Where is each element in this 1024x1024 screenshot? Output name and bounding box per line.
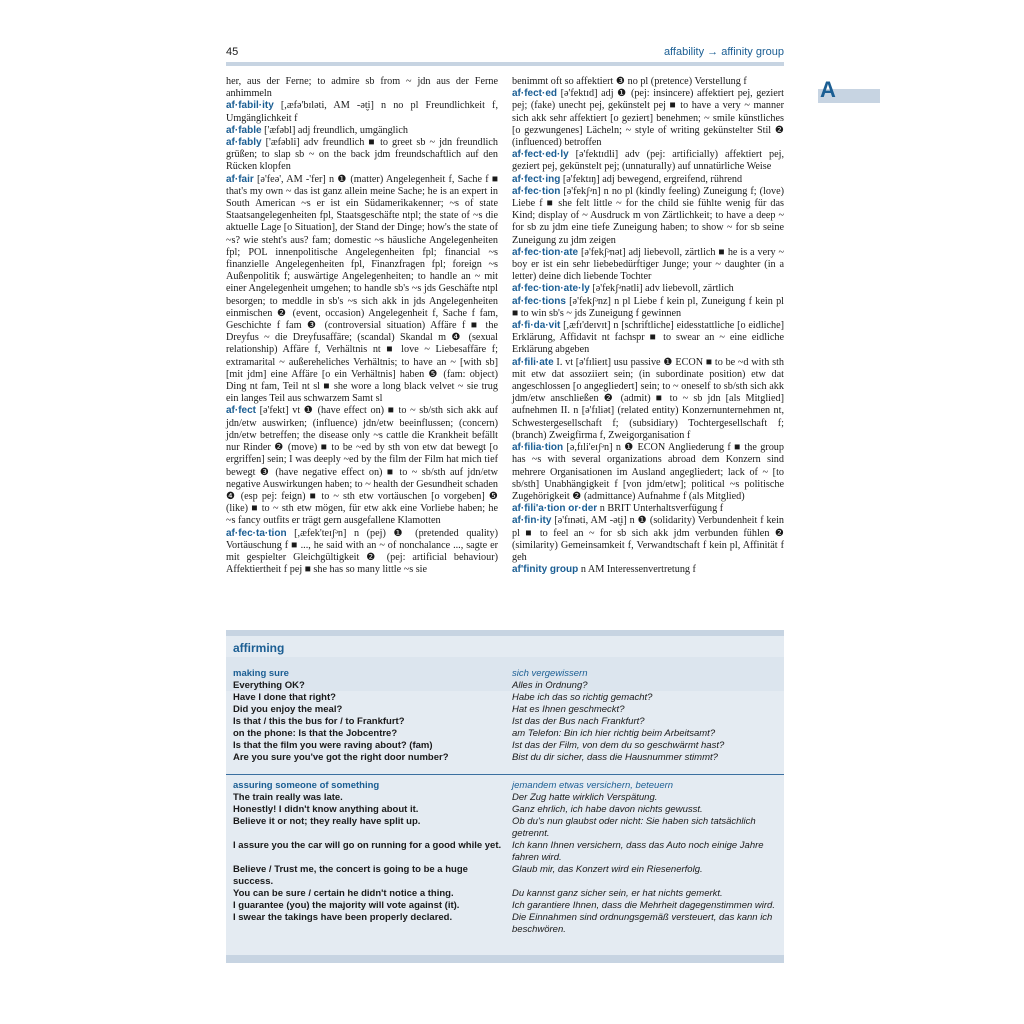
section-heading: [226, 780, 784, 792]
phrase-german: Ich kann Ihnen versichern, dass das Auto noch einige Jahre fahren wird.: [512, 840, 764, 863]
phrase-german: Ist das der Film, von dem du so geschwärmt hast?: [512, 740, 725, 751]
dictionary-entry: [512, 503, 784, 515]
headword: af·fable: [226, 124, 262, 136]
entry-definition: [,æfek'teɪʃᵊn] n (pej) ❶ (pretended quality) Vortäuschung f ■ ..., he said with an ~ of nonchalance ..., sagte er mit gespielter Gleichgültigkeit ❷ (pej: artificial behaviour) Affektiertheit f pej ■ she has so many little ~s sie: [226, 527, 498, 576]
dictionary-entry: [512, 247, 784, 284]
entry-definition: [ə'fektɪd] adj ❶ (pej: insincere) affektiert pej, geziert pej; (fake) unecht pej, gekünstelt pej ■ to have a very ~ manner sich akk sehr affektiert [o geziert] benehmen; ~ smile künstliches [o gezwungenes] Lächeln; ~ style of writing gekünstelter Stil ❷ (influenced) betroffen: [512, 88, 785, 149]
phrase-german: Ganz ehrlich, ich habe davon nichts gewusst.: [512, 804, 703, 815]
headword: af·fili'a·tion or·der: [512, 503, 598, 515]
phrase-english: Everything OK?: [233, 680, 305, 691]
headword: af·fect·ed·ly: [512, 149, 569, 161]
dictionary-entry: [512, 515, 784, 564]
box-title: affirming: [233, 641, 285, 655]
phrase-german: Ich garantiere Ihnen, dass die Mehrheit dagegenstimmen wird.: [512, 900, 775, 911]
phrase-row: [226, 792, 784, 804]
phrase-german: Ob du's nun glaubst oder nicht: Sie haben sich tatsächlich getrennt.: [512, 816, 756, 839]
phrase-row: [226, 752, 784, 764]
entry-list: [512, 88, 784, 576]
phrase-row: [226, 900, 784, 912]
phrase-english: on the phone: Is that the Jobcentre?: [233, 728, 398, 739]
phrase-english: Are you sure you've got the right door number?: [233, 752, 449, 763]
entry-definition: ['æfəbl] adj freundlich, umgänglich: [264, 124, 408, 136]
section-heading: [226, 668, 784, 680]
phrase-row: [226, 840, 784, 864]
entry-definition: ['æfəbli] adv freundlich ■ to greet sb ~ jdn freundlich grüßen; to slap sb ~ on the back jdm freundschaftlich auf den Rücken klopfen: [226, 137, 498, 173]
headword: af·fec·tion: [512, 185, 561, 197]
page-number: 45: [226, 46, 239, 58]
phrase-german: Ist das der Bus nach Frankfurt?: [512, 716, 645, 727]
phrase-english: Believe / Trust me, the concert is going to be a huge success.: [233, 864, 468, 887]
headword: af·fect·ing: [512, 173, 561, 185]
entry-definition: n BRIT Unterhaltsverfügung f: [599, 503, 724, 515]
section-heading-en: assuring someone of something: [233, 780, 380, 791]
carry-over-text: benimmt oft so affektiert ❸ no pl (pretence) Verstellung f: [512, 76, 747, 87]
phrase-row: [226, 740, 784, 752]
phrase-row: [226, 692, 784, 704]
entry-definition: [ə'fektɪŋ] adj bewegend, ergreifend, rührend: [562, 173, 743, 185]
phrase-row: [226, 816, 784, 840]
phrase-english: Is that the film you were raving about? (fam): [233, 740, 433, 751]
dictionary-entry: [512, 320, 784, 357]
phrase-german: Der Zug hatte wirklich Verspätung.: [512, 792, 658, 803]
thumb-index-letter: A: [820, 77, 836, 102]
dictionary-entry: [512, 174, 784, 186]
entry-definition: [ə'fektɪdli] adv (pej: artificially) affektiert pej, geziert pej, gekünstelt pej; (unnaturally) auf unnatürliche Weise: [512, 149, 784, 173]
phrase-row: [226, 716, 784, 728]
usage-box: [226, 630, 784, 963]
box-section: [226, 668, 784, 764]
dictionary-entry: [226, 100, 498, 124]
headword: af·fin·ity: [512, 515, 552, 527]
phrase-row: [226, 680, 784, 692]
dictionary-entry: [512, 149, 784, 173]
phrase-english: Have I done that right?: [233, 692, 336, 703]
left-column: [226, 76, 498, 576]
entry-definition: [ə'fekt] vt ❶ (have effect on) ■ to ~ sb/sth sich akk auf jdn/etw auswirken; (influence) jdn/etw beeinflussen; (concern) jdn/etw betreffen; the disease only ~s cattle die Krankheit befällt nur Rinder ❷ (move) ■ to be ~ed by sth von etw dat bewegt [o ergriffen] sein; I was deeply ~ed by the film der Film hat mich tief bewegt ❸ (have negative effect on) ■ to ~ sb/sth auf jdn/etw negative Auswirkungen haben; to ~ health der Gesundheit schaden ❹ (esp pej: feign) ■ to ~ sth etw vortäuschen [o vorgeben] ❺ (like) ■ to ~ sth etw mögen, für etw akk eine Vorliebe haben; he ~s fancy outfits er trägt gern ausgefallene Klamotten: [226, 405, 499, 527]
running-head: affability → affinity group: [663, 46, 784, 58]
headword: af·fec·tion·ate: [512, 246, 579, 258]
phrase-english: Honestly! I didn't know anything about it.: [233, 804, 419, 815]
dictionary-entry: [512, 186, 784, 247]
dictionary-entry: [226, 405, 498, 527]
entry-definition: [ə,fɪli'eɪʃᵊn] n ❶ ECON Angliederung f ■ the group has ~s with several organizations abroad dem Konzern sind mehrere Organisationen im Ausland angegliedert; lack of ~ [to sb/sth] Unabhängigkeit f [von jdm/etw]; political ~s politische Zugehörigkeit ❷ (admittance) Aufnahme f (als Mitglied): [512, 442, 784, 502]
carry-over-text: her, aus der Ferne; to admire sb from ~ jdn aus der Ferne anhimmeln: [226, 76, 498, 100]
box-bottom-band: [226, 955, 784, 963]
section-heading-de: jemandem etwas versichern, beteuern: [512, 780, 674, 791]
phrase-row: [226, 728, 784, 740]
phrase-german: Bist du dir sicher, dass die Hausnummer stimmt?: [512, 752, 718, 763]
section-divider: [226, 774, 784, 775]
dictionary-entry: [512, 564, 784, 576]
headword: af·fec·ta·tion: [226, 527, 287, 539]
dictionary-entry: [226, 528, 498, 577]
dictionary-entry: [226, 125, 498, 137]
box-section: [226, 780, 784, 936]
phrase-row: [226, 864, 784, 888]
right-column: [512, 76, 784, 576]
entry-definition: n AM Interessenvertretung f: [580, 564, 696, 576]
entry-definition: [,æfɪ'deɪvɪt] n [schriftliche] eidesstattliche [o eidliche] Erklärung, Affidavit nt fachspr ■ to swear an ~ eine eidliche Erklärung abgeben: [512, 320, 785, 356]
section-heading-de: sich vergewissern: [512, 668, 588, 679]
headword: af·fabil·ity: [226, 100, 274, 112]
entry-definition: [ə'fekʃᵊnətli] adv liebevoll, zärtlich: [592, 283, 734, 295]
entry-definition: [,æfə'bɪləti, AM -ət̬i] n no pl Freundlichkeit f, Umgänglichkeit f: [226, 100, 498, 124]
dictionary-entry: [512, 357, 784, 442]
headword: af·fair: [226, 173, 254, 185]
headword: af·fili·ate: [512, 356, 554, 368]
dictionary-entry: [226, 137, 498, 174]
phrase-english: I guarantee (you) the majority will vote against (it).: [233, 900, 460, 911]
phrase-english: Did you enjoy the meal?: [233, 704, 343, 715]
phrase-german: Glaub mir, das Konzert wird ein Riesenerfolg.: [512, 864, 703, 875]
headword: af'finity group: [512, 564, 579, 576]
phrase-row: [226, 888, 784, 900]
dictionary-entry: [512, 296, 784, 320]
phrase-english: The train really was late.: [233, 792, 343, 803]
phrase-english: You can be sure / certain he didn't notice a thing.: [233, 888, 454, 899]
phrase-german: Habe ich das so richtig gemacht?: [512, 692, 653, 703]
headword: af·fect·ed: [512, 88, 558, 100]
phrase-german: Alles in Ordnung?: [512, 680, 588, 691]
dictionary-entry: [512, 442, 784, 503]
headword: af·fect: [226, 405, 257, 417]
section-heading-en: making sure: [233, 668, 289, 679]
phrase-german: Die Einnahmen sind ordnungsgemäß versteuert, das kann ich beschwören.: [512, 912, 773, 935]
headword: af·fi·da·vit: [512, 320, 561, 332]
phrase-german: Du kannst ganz sicher sein, er hat nichts gemerkt.: [512, 888, 723, 899]
header-rule: [226, 62, 784, 66]
entry-definition: I. vt [ə'fɪlieɪt] usu passive ❶ ECON ■ to be ~d with sth mit etw dat assoziiert sein; (in subordinate position) etw dat angeschlossen [o angegliedert] sein; to ~ oneself to sb/sth sich akk jdm/etw anschließen ❷ (admit) ■ to ~ sb jdn [als Mitglied] aufnehmen II. n [ə'fɪliət] (related entity) Konzernunternehmen nt, Schwestergesellschaft f; (subsidiary) Tochtergesellschaft f; (branch) Zweigfirma f, Zweigorganisation f: [512, 356, 785, 441]
entry-list: [226, 100, 498, 576]
entry-definition: [ə'fekʃᵊn] n no pl (kindly feeling) Zuneigung f; (love) Liebe f ■ she felt little ~ for the child sie fühlte wenig für das Kind; display of ~ Ausdruck m von Zärtlichkeit; to have a deep ~ for sb zu jdm eine tiefe Zuneigung haben; to show ~ for sb seine Zuneigung zu jdm zeigen: [512, 185, 784, 246]
entry-definition: [ə'fekʃᵊnət] adj liebevoll, zärtlich ■ he is a very ~ boy er ist ein sehr liebebedürftiger Junge; your ~ daughter (in a letter) deine dich liebende Tochter: [512, 246, 784, 283]
entry-definition: [ə'fɪnəti, AM -ət̬i] n ❶ (solidarity) Verbundenheit f kein pl ■ to feel an ~ for sb sich akk jdm verbunden fühlen ❷ (similarity) Gemeinsamkeit f, Verwandtschaft f kein pl, Affinität f geh: [512, 515, 785, 563]
entry-definition: [ə'fekʃᵊnz] n pl Liebe f kein pl, Zuneigung f kein pl ■ to win sb's ~ jds Zuneigung f gewinnen: [512, 295, 784, 319]
phrase-english: I swear the takings have been properly declared.: [233, 912, 453, 923]
phrase-english: I assure you the car will go on running for a good while yet.: [233, 840, 502, 851]
dictionary-entry: [512, 283, 784, 295]
phrase-german: am Telefon: Bin ich hier richtig beim Arbeitsamt?: [512, 728, 716, 739]
phrase-english: Believe it or not; they really have split up.: [233, 816, 421, 827]
phrase-list: [226, 792, 784, 936]
dictionary-entry: [226, 174, 498, 406]
phrase-row: [226, 804, 784, 816]
entry-definition: [ə'feə', AM -'fer] n ❶ (matter) Angelegenheit f, Sache f ■ that's my own ~ das ist ganz allein meine Sache; he is an expert in South American ~s er ist ein Südamerikakenner; ~s of state Staatsangelegenheiten fpl, Staatsgeschäfte ntpl; the state of ~s die aktuelle Lage [o Situation], der Stand der Dinge; how's the state of ~s? wie steht's aus? fam; domestic ~s häusliche Angelegenheiten fpl; POL innenpolitische Angelegenheiten fpl; financial ~s finanzielle Angelegenheiten fpl, Finanzfragen fpl; foreign ~s Außenpolitik f; auswärtige Angelegenheiten; to handle an ~ mit einer Angelegenheit umgehen; to handle sb's ~s jds Geschäfte ntpl besorgen; to meddle in sb's ~s sich akk in jds Angelegenheiten einmischen ❷ (event, occasion) Angelegenheit f, Sache f fam, Geschichte f fam ❸ (controversial situation) Affäre f ■ the Dreyfus ~ die Dreyfusaffäre; (scandal) Skandal m ❹ (sexual relationship) Affäre f, Verhältnis nt ■ love ~ Liebesaffäre f; extramarital ~ außereheliches Verhältnis; to have an ~ [with sb] [mit jdm] eine Affäre [o ein Verhältnis] haben ❺ (fam: object) Ding nt fam, Teil nt sl ■ she wore a long black velvet ~ sie trug ein langes Teil aus schwarzem Samt sl: [226, 173, 498, 405]
box-top-band: [226, 630, 784, 636]
headword: af·fably: [226, 137, 262, 149]
headword: af·fec·tion·ate·ly: [512, 283, 590, 295]
headword: af·filia·tion: [512, 442, 564, 454]
dictionary-entry: [512, 88, 784, 149]
headword: af·fec·tions: [512, 295, 566, 307]
phrase-row: [226, 704, 784, 716]
phrase-german: Hat es Ihnen geschmeckt?: [512, 704, 625, 715]
phrase-row: [226, 912, 784, 936]
phrase-list: [226, 680, 784, 764]
phrase-english: Is that / this the bus for / to Frankfurt?: [233, 716, 405, 727]
